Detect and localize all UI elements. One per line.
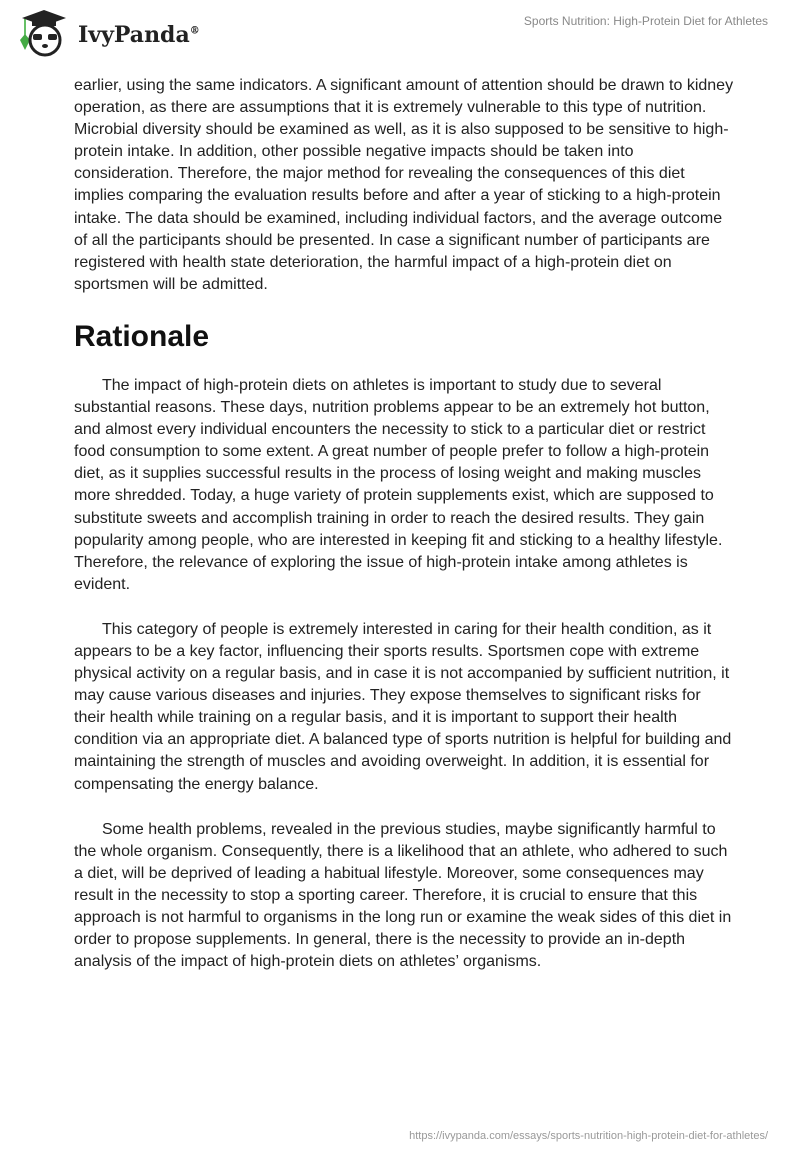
logo-text: IvyPanda®	[78, 22, 200, 48]
logo[interactable]	[16, 8, 200, 58]
paragraph: The impact of high-protein diets on athletes is important to study due to several substantial reasons. These days, nutrition problems appear to be an extremely hot button, and almost every individual encounters the necessity to stick to a particular diet or restrict food consumption to some extent. A great number of people prefer to follow a high-protein diet, as it supplies successful results in the process of losing weight and making muscles more shredded. Today, a huge variety of protein supplements exist, which are supposed to substitute sweets and accomplish training in order to reach the desired results. They gain popularity among people, who are interested in keeping fit and sticking to a healthy lifestyle. Therefore, the relevance of exploring the issue of high-protein intake among athletes is evident.	[74, 376, 723, 593]
essay-content	[74, 75, 734, 996]
source-url[interactable]: https://ivypanda.com/essays/sports-nutrition-high-protein-diet-for-athletes/	[409, 1130, 768, 1142]
document-title: Sports Nutrition: High-Protein Diet for Athletes	[523, 14, 768, 28]
paragraph: This category of people is extremely interested in caring for their health condition, as it appears to be a key factor, influencing their sports results. Sportsmen cope with extreme physical activity on a regular basis, and in case it is not accompanied by sufficient nutrition, it may cause various diseases and injuries. They expose themselves to significant risks for their health while training on a regular basis, and it is important to support their health condition via an appropriate diet. A balanced type of sports nutrition is helpful for building and maintaining the strength of muscles and avoiding overweight. In addition, it is essential for compensating the energy balance.	[74, 620, 732, 793]
panda-logo-icon	[16, 8, 72, 58]
paragraph: earlier, using the same indicators. A significant amount of attention should be drawn to kidney operation, as there are assumptions that it is extremely vulnerable to this type of nutrition. Microbial diversity should be examined as well, as it is also supposed to be sensitive to high-protein intake. In addition, other possible negative impacts should be taken into consideration. Therefore, the major method for revealing the consequences of this diet implies comparing the evaluation results before and after a year of sticking to a high-protein intake. The data should be examined, including individual factors, and the average outcome of all the participants should be presented. In case a significant number of participants are registered with health state deterioration, the harmful impact of a high-protein diet on sportsmen will be admitted.	[74, 77, 734, 293]
paragraph: Some health problems, revealed in the previous studies, maybe significantly harmful to the whole organism. Consequently, there is a likelihood that an athlete, who adhered to such a diet, will be deprived of leading a habitual lifestyle. Moreover, some consequences may result in the necessity to stop a sporting career. Therefore, it is crucial to ensure that this approach is not harmful to organisms in the long run or examine the weak sides of this diet in order to propose supplements. In general, there is the necessity to provide an in-depth analysis of the impact of high-protein diets on athletes’ organisms.	[74, 820, 732, 971]
section-heading: Rationale	[74, 319, 210, 353]
